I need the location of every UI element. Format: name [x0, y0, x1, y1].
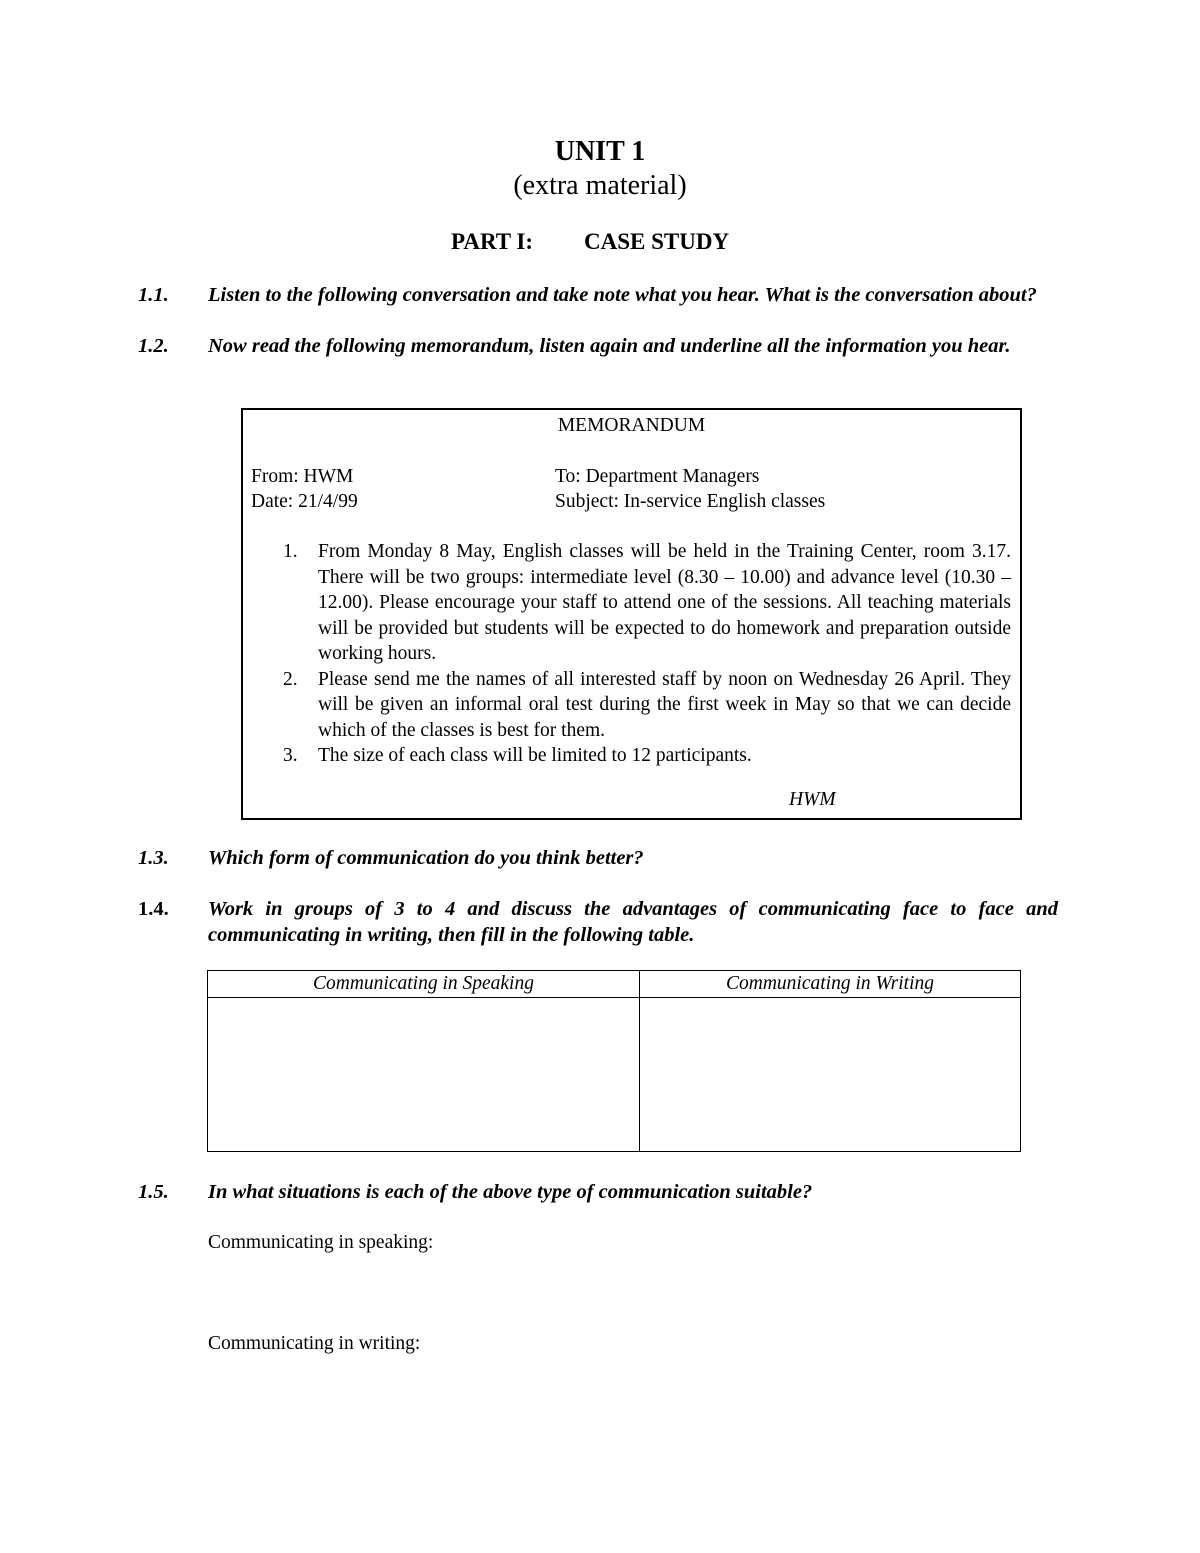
memo-signature: HWM [789, 789, 836, 810]
question-1-5 [138, 1180, 1058, 1206]
question-1-1 [138, 283, 1058, 309]
question-number: 1.4. [138, 898, 169, 920]
question-1-4 [138, 897, 1058, 948]
communication-table [207, 970, 1021, 1152]
part-title: CASE STUDY [584, 229, 730, 254]
memo-item-text: The size of each class will be limited to 12 participants. [318, 745, 752, 766]
question-number: 1.3. [138, 847, 169, 869]
column-header-speaking: Communicating in Speaking [208, 971, 640, 998]
question-text: Which form of communication do you think better? [208, 847, 644, 869]
memo-subject: Subject: In-service English classes [555, 491, 826, 512]
memo-item [283, 667, 1011, 744]
question-text: Now read the following memorandum, listen again and underline all the information you hear. [208, 335, 1011, 357]
memorandum-box [241, 408, 1022, 820]
unit-subtitle: (extra material) [513, 170, 687, 201]
question-text: In what situations is each of the above type of communication suitable? [208, 1181, 813, 1203]
speaking-answer-label: Communicating in speaking: [208, 1232, 434, 1253]
question-1-2 [138, 334, 1058, 360]
memo-item-text: From Monday 8 May, English classes will be held in the Training Center, room 3.17. There will be two groups: intermediate level (8.30 – 10.00) and advance level (10.30 – 12.00). Please encourage your staff to attend one of the sessions. All teaching materials will be provided but students will be expected to do homework and preparation outside working hours. [318, 541, 1011, 664]
memo-item-list [283, 539, 1011, 769]
memo-title: MEMORANDUM [557, 415, 706, 436]
part-heading [451, 229, 729, 255]
memo-item-number: 2. [283, 668, 298, 690]
memo-item-number: 1. [283, 541, 298, 562]
memo-from: From: HWM [251, 466, 354, 487]
question-number: 1.5. [138, 1181, 169, 1203]
column-header-writing: Communicating in Writing [640, 971, 1021, 998]
part-label: PART I: [451, 229, 534, 254]
unit-title: UNIT 1 [554, 136, 646, 167]
memo-item-text: Please send me the names of all interested staff by noon on Wednesday 26 April. They will be given an informal oral test during the first week in May so that we can decide which of the classes is best for them. [318, 668, 1011, 741]
question-number: 1.2. [138, 335, 169, 357]
speaking-answer-cell[interactable] [208, 998, 640, 1152]
memo-item [283, 539, 1011, 667]
memo-item [283, 743, 1011, 769]
question-text: Listen to the following conversation and take note what you hear. What is the conversation about? [208, 284, 1037, 306]
question-number: 1.1. [138, 284, 169, 306]
memo-item-number: 3. [283, 745, 298, 766]
memo-to: To: Department Managers [555, 466, 760, 487]
question-1-3 [138, 846, 1058, 872]
writing-answer-cell[interactable] [640, 998, 1021, 1152]
memo-date: Date: 21/4/99 [251, 491, 358, 512]
question-text: Work in groups of 3 to 4 and discuss the advantages of communicating face to face and communicating in writing, then fill in the following table. [208, 898, 1058, 946]
writing-answer-label: Communicating in writing: [208, 1333, 421, 1354]
